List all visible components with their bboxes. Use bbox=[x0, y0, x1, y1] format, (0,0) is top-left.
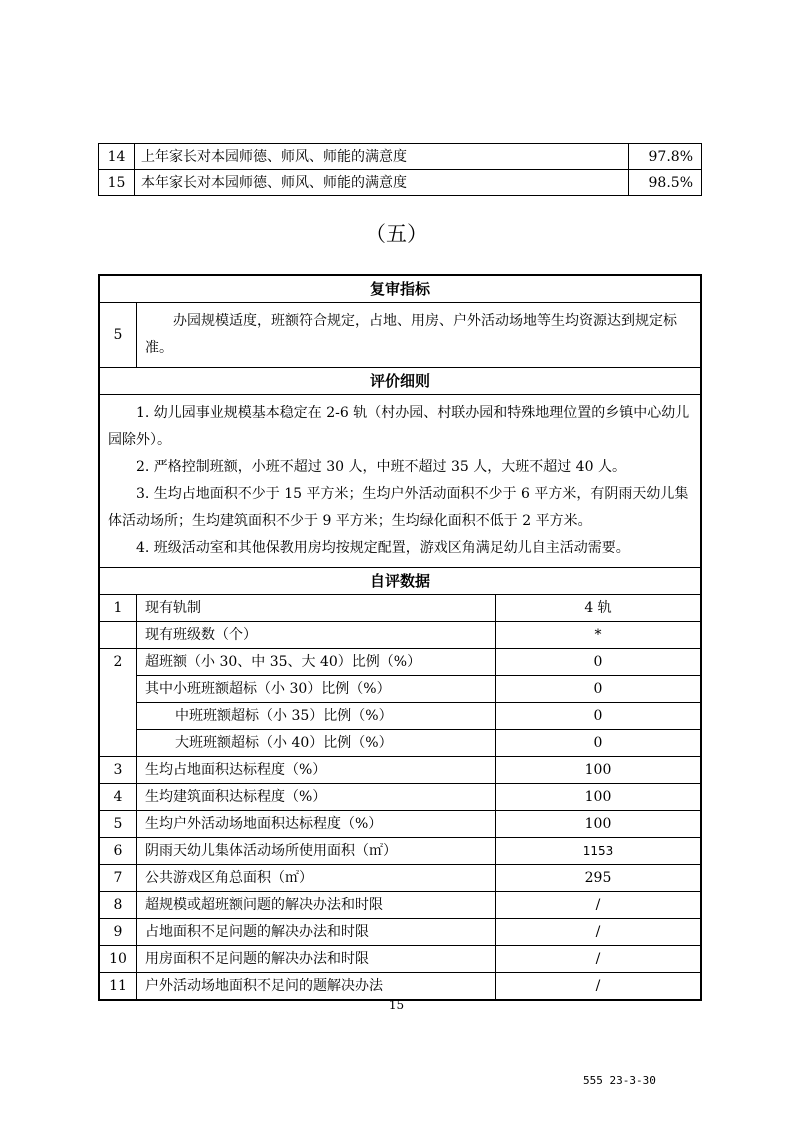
row-value: 98.5% bbox=[629, 170, 702, 196]
table-row bbox=[99, 144, 702, 170]
review-text: 办园规模适度，班额符合规定，占地、用房、户外活动场地等生均资源达到规定标准。 bbox=[137, 303, 702, 368]
row-number: 10 bbox=[99, 946, 137, 973]
row-label: 公共游戏区角总面积（㎡） bbox=[137, 865, 496, 892]
row-number: 8 bbox=[99, 892, 137, 919]
row-label: 超班额（小 30、中 35、大 40）比例（%） bbox=[137, 649, 496, 676]
row-label: 用房面积不足问题的解决办法和时限 bbox=[137, 946, 496, 973]
row-value: 0 bbox=[496, 649, 702, 676]
row-value: / bbox=[496, 919, 702, 946]
row-label: 占地面积不足问题的解决办法和时限 bbox=[137, 919, 496, 946]
table-row bbox=[99, 865, 701, 892]
table-row bbox=[99, 703, 701, 730]
row-value: 4 轨 bbox=[496, 595, 702, 622]
row-number: 3 bbox=[99, 757, 137, 784]
table-row bbox=[99, 946, 701, 973]
criteria-body bbox=[99, 395, 701, 568]
row-label: 生均户外活动场地面积达标程度（%） bbox=[137, 811, 496, 838]
row-number: 2 bbox=[99, 649, 137, 757]
satisfaction-table bbox=[98, 143, 702, 196]
row-number: 5 bbox=[99, 811, 137, 838]
table-row bbox=[99, 919, 701, 946]
table-row bbox=[99, 838, 701, 865]
table-row bbox=[99, 730, 701, 757]
criteria-item: 2. 严格控制班额，小班不超过 30 人，中班不超过 35 人，大班不超过 40 人。 bbox=[136, 459, 626, 475]
row-number: 6 bbox=[99, 838, 137, 865]
row-number bbox=[99, 622, 137, 649]
row-label: 中班班额超标（小 35）比例（%） bbox=[137, 703, 496, 730]
table-row bbox=[99, 622, 701, 649]
row-value: 100 bbox=[496, 757, 702, 784]
criteria-item: 4. 班级活动室和其他保教用房均按规定配置，游戏区角满足幼儿自主活动需要。 bbox=[136, 540, 630, 556]
row-value: / bbox=[496, 973, 702, 1001]
table-row bbox=[99, 811, 701, 838]
row-label: 现有班级数（个） bbox=[137, 622, 496, 649]
row-value: 100 bbox=[496, 811, 702, 838]
print-stamp: 555 23-3-30 bbox=[583, 1074, 656, 1087]
row-label: 大班班额超标（小 40）比例（%） bbox=[137, 730, 496, 757]
table-row bbox=[99, 170, 702, 196]
table-row bbox=[99, 595, 701, 622]
table-row bbox=[99, 892, 701, 919]
row-value: / bbox=[496, 946, 702, 973]
review-number: 5 bbox=[99, 303, 137, 368]
page-number: 15 bbox=[388, 998, 405, 1012]
row-number: 15 bbox=[99, 170, 135, 196]
table-row bbox=[99, 649, 701, 676]
row-number: 1 bbox=[99, 595, 137, 622]
row-value: 0 bbox=[496, 730, 702, 757]
table-row bbox=[99, 676, 701, 703]
row-value: / bbox=[496, 892, 702, 919]
row-number: 14 bbox=[99, 144, 135, 170]
row-number: 7 bbox=[99, 865, 137, 892]
row-label: 现有轨制 bbox=[137, 595, 496, 622]
review-header: 复审指标 bbox=[99, 275, 701, 303]
row-number: 11 bbox=[99, 973, 137, 1001]
row-value: 97.8% bbox=[629, 144, 702, 170]
criteria-item: 3. 生均占地面积不少于 15 平方米；生均户外活动面积不少于 6 平方米，有阴雨天幼儿集体活动场所；生均建筑面积不少于 9 平方米；生均绿化面积不低于 2 平方米。 bbox=[108, 486, 689, 529]
criteria-header: 评价细则 bbox=[99, 368, 701, 395]
row-number: 4 bbox=[99, 784, 137, 811]
row-label: 生均占地面积达标程度（%） bbox=[137, 757, 496, 784]
row-number: 9 bbox=[99, 919, 137, 946]
table-row bbox=[99, 973, 701, 1001]
self-eval-header: 自评数据 bbox=[99, 568, 701, 595]
row-text: 上年家长对本园师德、师风、师能的满意度 bbox=[135, 144, 629, 170]
row-value: * bbox=[496, 622, 702, 649]
criteria-item: 1. 幼儿园事业规模基本稳定在 2-6 轨（村办园、村联办园和特殊地理位置的乡镇中心幼儿园除外）。 bbox=[108, 405, 690, 448]
row-label: 生均建筑面积达标程度（%） bbox=[137, 784, 496, 811]
row-value: 100 bbox=[496, 784, 702, 811]
row-value: 295 bbox=[496, 865, 702, 892]
row-label: 超规模或超班额问题的解决办法和时限 bbox=[137, 892, 496, 919]
table-row bbox=[99, 757, 701, 784]
row-value: 1153 bbox=[496, 838, 702, 865]
row-value: 0 bbox=[496, 676, 702, 703]
row-label: 户外活动场地面积不足问的题解决办法 bbox=[137, 973, 496, 1001]
section-title: （五） bbox=[365, 222, 428, 246]
row-label: 阴雨天幼儿集体活动场所使用面积（㎡） bbox=[137, 838, 496, 865]
table-row bbox=[99, 784, 701, 811]
evaluation-table bbox=[98, 274, 702, 1001]
row-text: 本年家长对本园师德、师风、师能的满意度 bbox=[135, 170, 629, 196]
row-value: 0 bbox=[496, 703, 702, 730]
row-label: 其中小班班额超标（小 30）比例（%） bbox=[137, 676, 496, 703]
